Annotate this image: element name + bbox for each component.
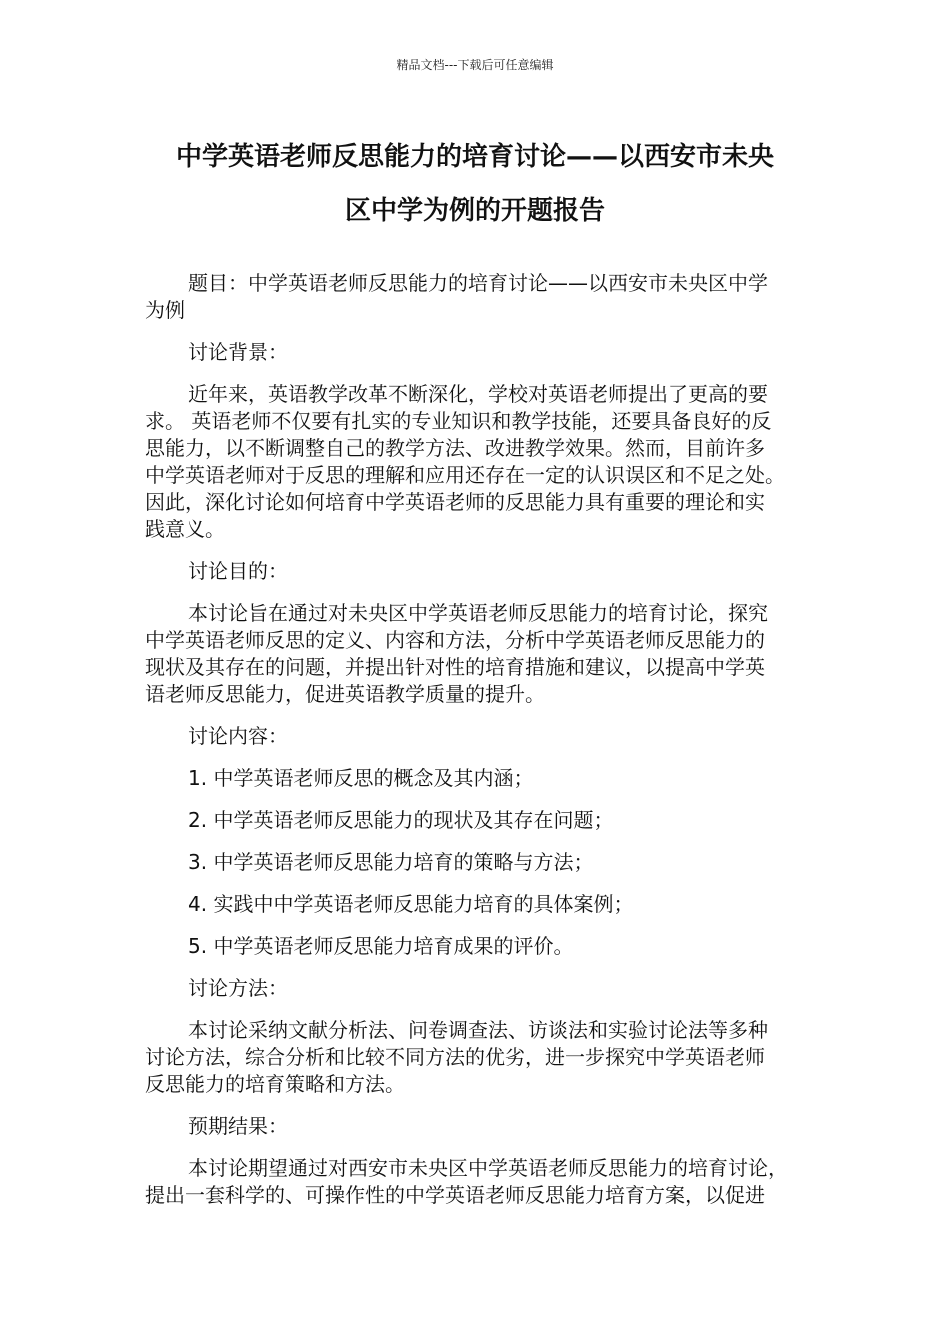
text-line: 近年来，英语教学改革不断深化，学校对英语老师提出了更高的要 bbox=[188, 382, 768, 406]
text-line: 4. 实践中中学英语老师反思能力培育的具体案例； bbox=[188, 892, 634, 916]
document-body bbox=[145, 270, 810, 1224]
text-line: 2. 中学英语老师反思能力的现状及其存在问题； bbox=[188, 808, 614, 832]
text-line: 本讨论旨在通过对未央区中学英语老师反思能力的培育讨论，探究 bbox=[188, 601, 768, 625]
document-title bbox=[100, 130, 850, 238]
text-line: 讨论内容： bbox=[188, 724, 288, 748]
text-line: 中学英语老师反思的定义、内容和方法，分析中学英语老师反思能力的 bbox=[145, 628, 765, 652]
paragraph bbox=[145, 975, 810, 1002]
title-line: 中学英语老师反思能力的培育讨论——以西安市未央 bbox=[175, 142, 774, 172]
paragraph bbox=[145, 849, 810, 876]
title-line: 区中学为例的开题报告 bbox=[344, 196, 605, 226]
paragraph bbox=[145, 1113, 810, 1140]
paragraph bbox=[145, 600, 810, 708]
text-line: 思能力，以不断调整自己的教学方法、改进教学效果。然而，目前许多 bbox=[145, 436, 765, 460]
paragraph bbox=[145, 1017, 810, 1098]
paragraph bbox=[145, 381, 810, 543]
paragraph bbox=[145, 933, 810, 960]
text-line: 求。 英语老师不仅要有扎实的专业知识和教学技能，还要具备良好的反 bbox=[145, 409, 772, 433]
text-line: 讨论方法： bbox=[188, 976, 288, 1000]
text-line: 3. 中学英语老师反思能力培育的策略与方法； bbox=[188, 850, 594, 874]
text-line: 本讨论期望通过对西安市未央区中学英语老师反思能力的培育讨论， bbox=[188, 1156, 788, 1180]
text-line: 题目：中学英语老师反思能力的培育讨论——以西安市未央区中学 bbox=[188, 271, 768, 295]
text-line: 为例 bbox=[145, 298, 185, 322]
paragraph bbox=[145, 558, 810, 585]
text-line: 反思能力的培育策略和方法。 bbox=[145, 1072, 405, 1096]
text-line: 讨论方法，综合分析和比较不同方法的优劣，进一步探究中学英语老师 bbox=[145, 1045, 765, 1069]
text-line: 语老师反思能力，促进英语教学质量的提升。 bbox=[145, 682, 545, 706]
paragraph bbox=[145, 765, 810, 792]
text-line: 践意义。 bbox=[145, 517, 225, 541]
paragraph bbox=[145, 807, 810, 834]
text-line: 讨论目的： bbox=[188, 559, 288, 583]
text-line: 1. 中学英语老师反思的概念及其内涵； bbox=[188, 766, 534, 790]
paragraph bbox=[145, 270, 810, 324]
text-line: 讨论背景： bbox=[188, 340, 288, 364]
text-line: 预期结果： bbox=[188, 1114, 288, 1138]
paragraph bbox=[145, 1155, 810, 1209]
text-line: 因此，深化讨论如何培育中学英语老师的反思能力具有重要的理论和实 bbox=[145, 490, 765, 514]
page-header: 精品文档---下载后可任意编辑 bbox=[396, 58, 554, 72]
text-line: 提出一套科学的、可操作性的中学英语老师反思能力培育方案，以促进 bbox=[145, 1183, 765, 1207]
paragraph bbox=[145, 339, 810, 366]
paragraph bbox=[145, 723, 810, 750]
text-line: 5. 中学英语老师反思能力培育成果的评价。 bbox=[188, 934, 574, 958]
paragraph bbox=[145, 891, 810, 918]
text-line: 中学英语老师对于反思的理解和应用还存在一定的认识误区和不足之处。 bbox=[145, 463, 785, 487]
text-line: 本讨论采纳文献分析法、问卷调查法、访谈法和实验讨论法等多种 bbox=[188, 1018, 768, 1042]
text-line: 现状及其存在的问题，并提出针对性的培育措施和建议，以提高中学英 bbox=[145, 655, 765, 679]
